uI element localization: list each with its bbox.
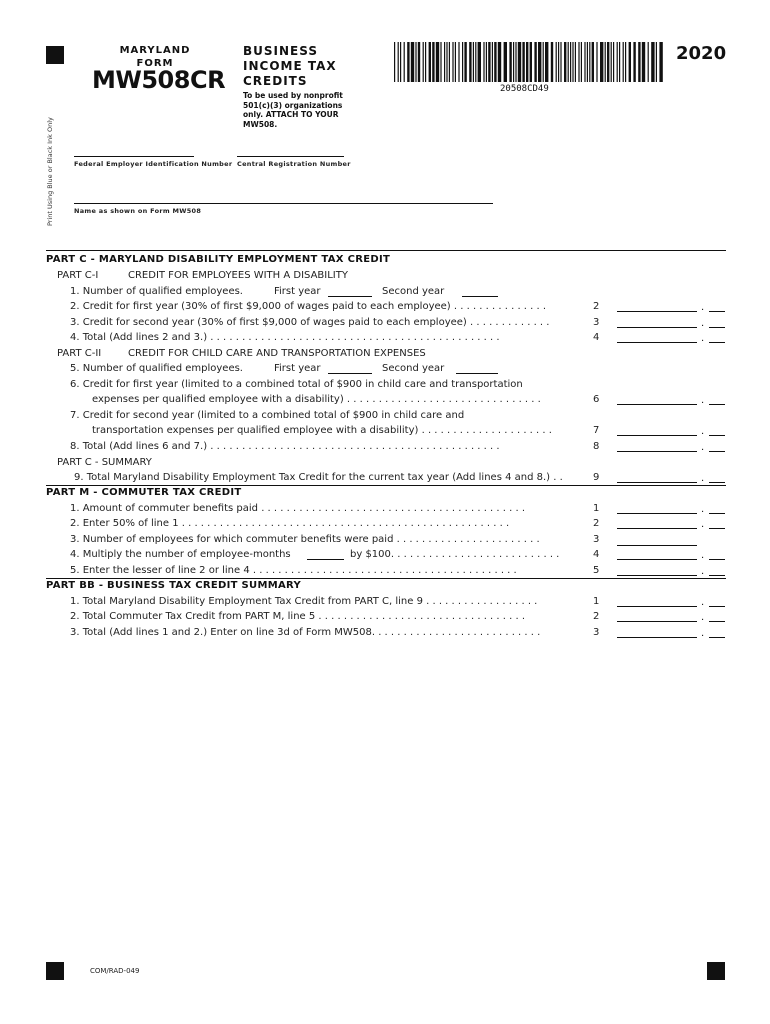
state-name: MARYLAND — [119, 45, 191, 56]
barcode-bar — [478, 42, 481, 82]
registration-mark-bottom-left — [46, 962, 64, 980]
form-word: FORM — [136, 58, 174, 69]
barcode-bar — [504, 42, 507, 82]
barcode-bar — [617, 42, 618, 82]
barcode-bar — [534, 42, 536, 82]
barcode-bar — [560, 42, 561, 82]
barcode-bar — [551, 42, 553, 82]
barcode-bar — [530, 42, 532, 82]
part-c-line-1-second-year-input[interactable] — [462, 286, 498, 297]
barcode-bar — [638, 42, 640, 82]
ink-instruction: Print Using Blue or Black Ink Only — [46, 117, 54, 226]
part-m-line-4-text-a: 4. Multiply the number of employee-months — [70, 549, 291, 560]
barcode-bar — [592, 42, 594, 82]
barcode-bar — [596, 42, 597, 82]
barcode-bar — [483, 42, 484, 82]
registration-mark-bottom-right — [707, 962, 725, 980]
part-c-line-8-number: 8 — [593, 441, 600, 452]
barcode-bar — [656, 42, 657, 82]
barcode-bar — [429, 42, 431, 82]
part-bb-line-2-number: 2 — [593, 611, 600, 622]
part-c2-code: PART C-II — [57, 348, 102, 359]
barcode-bar — [623, 42, 624, 82]
part-c-line-7-text-a: 7. Credit for second year (limited to a combined total of $900 in child care and — [70, 410, 465, 421]
barcode-bar — [518, 42, 521, 82]
part-c-line-3-number: 3 — [593, 317, 600, 328]
form-page: Print Using Blue or Black Ink Only MARYLAND FORM MW508CR BUSINESS INCOME TAX CREDITS To be used by nonprofit 501(c)(3) organizations only. ATTACH TO YOUR MW508. 20508CD49 2020 Federal Employer Identification Number Central Registration Number Name as shown on Form MW508 PART C - MARYLAND DISABILITY EMPLOYMENT TAX CREDIT PART C-I CREDIT FOR EMPLOYEES WITH A DISABILITY 1. Number of qualified employees. First year Second year 2. Credit for first year (30% of first $9,000 of wages paid to each employee) . . . . . . . . . . . . . . . 2 . 3. Credit for second year (30% of first $9,000 of wages paid to each employee) . . . . . . . . . . . . . 3 . 4. Total (Add lines 2 and 3.) . . . . . . . . . . . . . . . . . . . . . . . . . . . . . . . . . . . . . . . . . . . . . . 4 . PART C-II CREDIT FOR CHILD CARE AND TRANSPORTATION EXPENSES 5. Number of qualified employees. First year Second year 6. Credit for first year (limited to a combined total of $900 in child care and transportation expenses per qualified employee with a disability) . . . . . . . . . . . . . . . . . . . . . . . . . . . . . . . 6 . 7. Credit for second year (limited to a combined total of $900 in child care and transportation expenses per qualified employee with a disability) . . . . . . . . . . . . . . . . . . . . . 7 . 8. Total (Add lines 6 and 7.) . . . . . . . . . . . . . . . . . . . . . . . . . . . . . . . . . . . . . . . . . . . . . . 8 . PART C - SUMMARY 9. Total Maryland Disability Employment Tax Credit for the current tax year (Add lines 4 and 8.) . . 9 . PART M - COMMUTER TAX CREDIT 1. Amount of commuter benefits paid . . . . . . . . . . . . . . . . . . . . . . . . . . . . . . . . . . . . . . . . . . 1 . 2. Enter 50% of line 1 . . . . . . . . . . . . . . . . . . . . . . . . . . . . . . . . . . . . . . . . . . . . . . . . . . . . 2 . 3. Number of employees for which commuter benefits were paid . . . . . . . . . . . . . . . . . . . . . . . 3 4. Multiply the number of employee-months by $100. . . . . . . . . . . . . . . . . . . . . . . . . . . 4 . 5. Enter the lesser of line 2 or line 4 . . . . . . . . . . . . . . . . . . . . . . . . . . . . . . . . . . . . . . . . . . 5 . PART BB - BUSINESS TAX CREDIT SUMMARY 1. Total Maryland Disability Employment Tax Credit from PART C, line 9 . . . . . . . . . . . . . . . . . . 1 . 2. Total Commuter Tax Credit from PART M, line 5 . . . . . . . . . . . . . . . . . . . . . . . . . . . . . . . . . 2 . 3. Total (Add lines 1 and 2.) Enter on line 3d of Form MW508. . . . . . . . . . . . . . . . . . . . . . . . . . . 3 . COM/RAD-049 — [0, 0, 770, 1024]
name-field[interactable] — [74, 193, 493, 204]
barcode-bar — [473, 42, 474, 82]
barcode-bar — [545, 42, 548, 82]
part-m-line-5-number: 5 — [593, 565, 600, 576]
barcode-bar — [462, 42, 463, 82]
form-code: COM/RAD-049 — [90, 967, 140, 975]
barcode-bar — [486, 42, 487, 82]
part-c-line-5-second-year-label: Second year — [382, 363, 445, 374]
barcode-bar — [436, 42, 439, 82]
barcode-bar — [581, 42, 582, 82]
section-divider — [46, 250, 726, 251]
barcode-bar — [407, 42, 409, 82]
barcode-bar — [587, 42, 588, 82]
form-title-line-1: BUSINESS — [243, 44, 318, 58]
barcode-bar — [538, 42, 541, 82]
barcode-bar — [425, 42, 426, 82]
barcode-bar — [488, 42, 490, 82]
part-bb-line-3-number: 3 — [593, 627, 600, 638]
barcode-number: 20508CD49 — [500, 84, 549, 94]
barcode-bar — [492, 42, 493, 82]
barcode-bar — [522, 42, 524, 82]
part-m-line-4-text-b: by $100. . . . . . . . . . . . . . . . . . . . . . . . . . . — [350, 549, 560, 560]
barcode-bar — [432, 42, 434, 82]
part-bb-line-2-text: 2. Total Commuter Tax Credit from PART M, line 5 . . . . . . . . . . . . . . . . . . . . . . . . . . . . . . . . . — [70, 611, 526, 622]
barcode-bar — [659, 42, 662, 82]
part-c-line-7-text-b: transportation expenses per qualified employee with a disability) . . . . . . . . . . . . . . . . . . . . . — [92, 425, 552, 436]
part-c-line-9-number: 9 — [593, 472, 600, 483]
barcode-bar — [498, 42, 501, 82]
part-c1-code: PART C-I — [57, 270, 99, 281]
part-c-line-4-number: 4 — [593, 332, 600, 343]
part-m-divider — [46, 485, 726, 486]
crn-label: Central Registration Number — [237, 160, 351, 168]
barcode-bar — [494, 42, 496, 82]
barcode-bar — [607, 42, 609, 82]
part-m-line-2-number: 2 — [593, 518, 600, 529]
barcode-bar — [455, 42, 456, 82]
part-bb-line-3-text: 3. Total (Add lines 1 and 2.) Enter on line 3d of Form MW508. . . . . . . . . . . . . . . . . . . . . . . . . . . — [70, 627, 541, 638]
part-m-line-4-number: 4 — [593, 549, 600, 560]
part-c-line-1-second-year-label: Second year — [382, 286, 445, 297]
barcode-bar — [556, 42, 557, 82]
part-c-line-6-number: 6 — [593, 394, 600, 405]
barcode-bar — [423, 42, 424, 82]
barcode-bar — [444, 42, 445, 82]
part-c-line-6-text-a: 6. Credit for first year (limited to a combined total of $900 in child care and transportation — [70, 379, 523, 390]
barcode-bar — [570, 42, 571, 82]
part-c-summary-title: PART C - SUMMARY — [57, 457, 152, 468]
barcode-bar — [526, 42, 528, 82]
barcode-bar — [600, 42, 603, 82]
barcode-bar — [629, 42, 631, 82]
barcode-bar — [648, 42, 649, 82]
form-usage-note: To be used by nonprofit 501(c)(3) organizations only. ATTACH TO YOUR MW508. — [243, 91, 343, 129]
part-c2-title: CREDIT FOR CHILD CARE AND TRANSPORTATION EXPENSES — [128, 348, 426, 359]
part-c-line-5-text: 5. Number of qualified employees. — [70, 363, 243, 374]
barcode-bar — [633, 42, 635, 82]
tax-year: 2020 — [676, 43, 727, 64]
barcode-bar — [558, 42, 559, 82]
part-c-line-5-first-year-input[interactable] — [328, 363, 372, 374]
part-c1-title: CREDIT FOR EMPLOYEES WITH A DISABILITY — [128, 270, 348, 281]
part-m-line-3-input[interactable] — [617, 535, 697, 546]
part-m-heading: PART M - COMMUTER TAX CREDIT — [46, 487, 242, 498]
part-c-line-5-first-year-label: First year — [274, 363, 321, 374]
part-c-line-5-second-year-input[interactable] — [456, 363, 498, 374]
barcode-bar — [578, 42, 579, 82]
barcode-bar — [469, 42, 471, 82]
barcode-bar — [452, 42, 453, 82]
part-c-line-2-text: 2. Credit for first year (30% of first $9,000 of wages paid to each employee) . . . . . . . . . . . . . . . — [70, 301, 547, 312]
barcode-bar — [475, 42, 476, 82]
part-c-line-7-number: 7 — [593, 425, 600, 436]
barcode-bar — [418, 42, 420, 82]
form-title-line-2: INCOME TAX — [243, 59, 337, 73]
part-c-heading: PART C - MARYLAND DISABILITY EMPLOYMENT TAX CREDIT — [46, 254, 391, 265]
part-c-line-1-text: 1. Number of qualified employees. — [70, 286, 243, 297]
part-m-line-3-text: 3. Number of employees for which commuter benefits were paid . . . . . . . . . . . . . . . . . . . . . . . — [70, 534, 540, 545]
form-title — [243, 44, 337, 89]
crn-field[interactable] — [237, 146, 344, 157]
barcode-bar — [564, 42, 566, 82]
barcode-bar — [589, 42, 590, 82]
part-bb-line-1-text: 1. Total Maryland Disability Employment Tax Credit from PART C, line 9 . . . . . . . . . . . . . . . . . . — [70, 596, 538, 607]
barcode-bar — [572, 42, 573, 82]
part-c-line-6-text-b: expenses per qualified employee with a disability) . . . . . . . . . . . . . . . . . . . . . . . . . . . . . . . — [92, 394, 541, 405]
barcode-graphic — [394, 42, 664, 82]
barcode-bar — [619, 42, 620, 82]
part-m-line-1-number: 1 — [593, 503, 600, 514]
part-c-line-4-text: 4. Total (Add lines 2 and 3.) . . . . . . . . . . . . . . . . . . . . . . . . . . . . . . . . . . . . . . . . . . . . . . — [70, 332, 500, 343]
registration-mark-top-left — [46, 46, 64, 64]
barcode-bar — [513, 42, 514, 82]
part-bb-divider — [46, 578, 726, 579]
barcode-bar — [605, 42, 606, 82]
fein-label: Federal Employer Identification Number — [74, 160, 233, 168]
barcode-bar — [404, 42, 405, 82]
barcode-bar — [415, 42, 416, 82]
part-m-line-3-number: 3 — [593, 534, 600, 545]
part-m-line-4-months-input[interactable] — [307, 549, 344, 560]
barcode-bar — [398, 42, 399, 82]
barcode-bar — [464, 42, 466, 82]
barcode-bar — [446, 42, 447, 82]
part-bb-line-1-number: 1 — [593, 596, 600, 607]
barcode-bar — [509, 42, 511, 82]
fein-field[interactable] — [74, 146, 194, 157]
barcode-bar — [611, 42, 612, 82]
barcode-bar — [440, 42, 441, 82]
barcode-bar — [651, 42, 654, 82]
part-c-line-1-first-year-label: First year — [274, 286, 321, 297]
barcode-bar — [458, 42, 459, 82]
part-m-line-1-text: 1. Amount of commuter benefits paid . . . . . . . . . . . . . . . . . . . . . . . . . . . . . . . . . . . . . . . . . . — [70, 503, 526, 514]
barcode-bar — [411, 42, 414, 82]
part-c-line-9-text: 9. Total Maryland Disability Employment Tax Credit for the current tax year (Add lines 4 and 8.) . . — [74, 472, 563, 483]
barcode-bar — [625, 42, 626, 82]
barcode-bar — [449, 42, 450, 82]
barcode-bar — [642, 42, 645, 82]
barcode-bar — [394, 42, 395, 82]
barcode-bar — [568, 42, 569, 82]
form-title-line-3: CREDITS — [243, 74, 308, 88]
barcode-bar — [400, 42, 401, 82]
part-m-line-5-text: 5. Enter the lesser of line 2 or line 4 . . . . . . . . . . . . . . . . . . . . . . . . . . . . . . . . . . . . . . . . . . — [70, 565, 517, 576]
part-m-line-2-text: 2. Enter 50% of line 1 . . . . . . . . . . . . . . . . . . . . . . . . . . . . . . . . . . . . . . . . . . . . . . . . . . . . — [70, 518, 510, 529]
part-c-line-2-number: 2 — [593, 301, 600, 312]
part-c-line-1-first-year-input[interactable] — [328, 286, 372, 297]
form-number: MW508CR — [92, 66, 226, 94]
name-label: Name as shown on Form MW508 — [74, 207, 202, 215]
barcode-bar — [543, 42, 544, 82]
barcode-bar — [613, 42, 614, 82]
barcode-bar — [515, 42, 516, 82]
barcode-bar — [584, 42, 585, 82]
barcode-bar — [575, 42, 576, 82]
part-c-line-3-text: 3. Credit for second year (30% of first $9,000 of wages paid to each employee) . . . . . . . . . . . . . — [70, 317, 550, 328]
part-c-line-8-text: 8. Total (Add lines 6 and 7.) . . . . . . . . . . . . . . . . . . . . . . . . . . . . . . . . . . . . . . . . . . . . . . — [70, 441, 500, 452]
part-bb-heading: PART BB - BUSINESS TAX CREDIT SUMMARY — [46, 580, 301, 591]
